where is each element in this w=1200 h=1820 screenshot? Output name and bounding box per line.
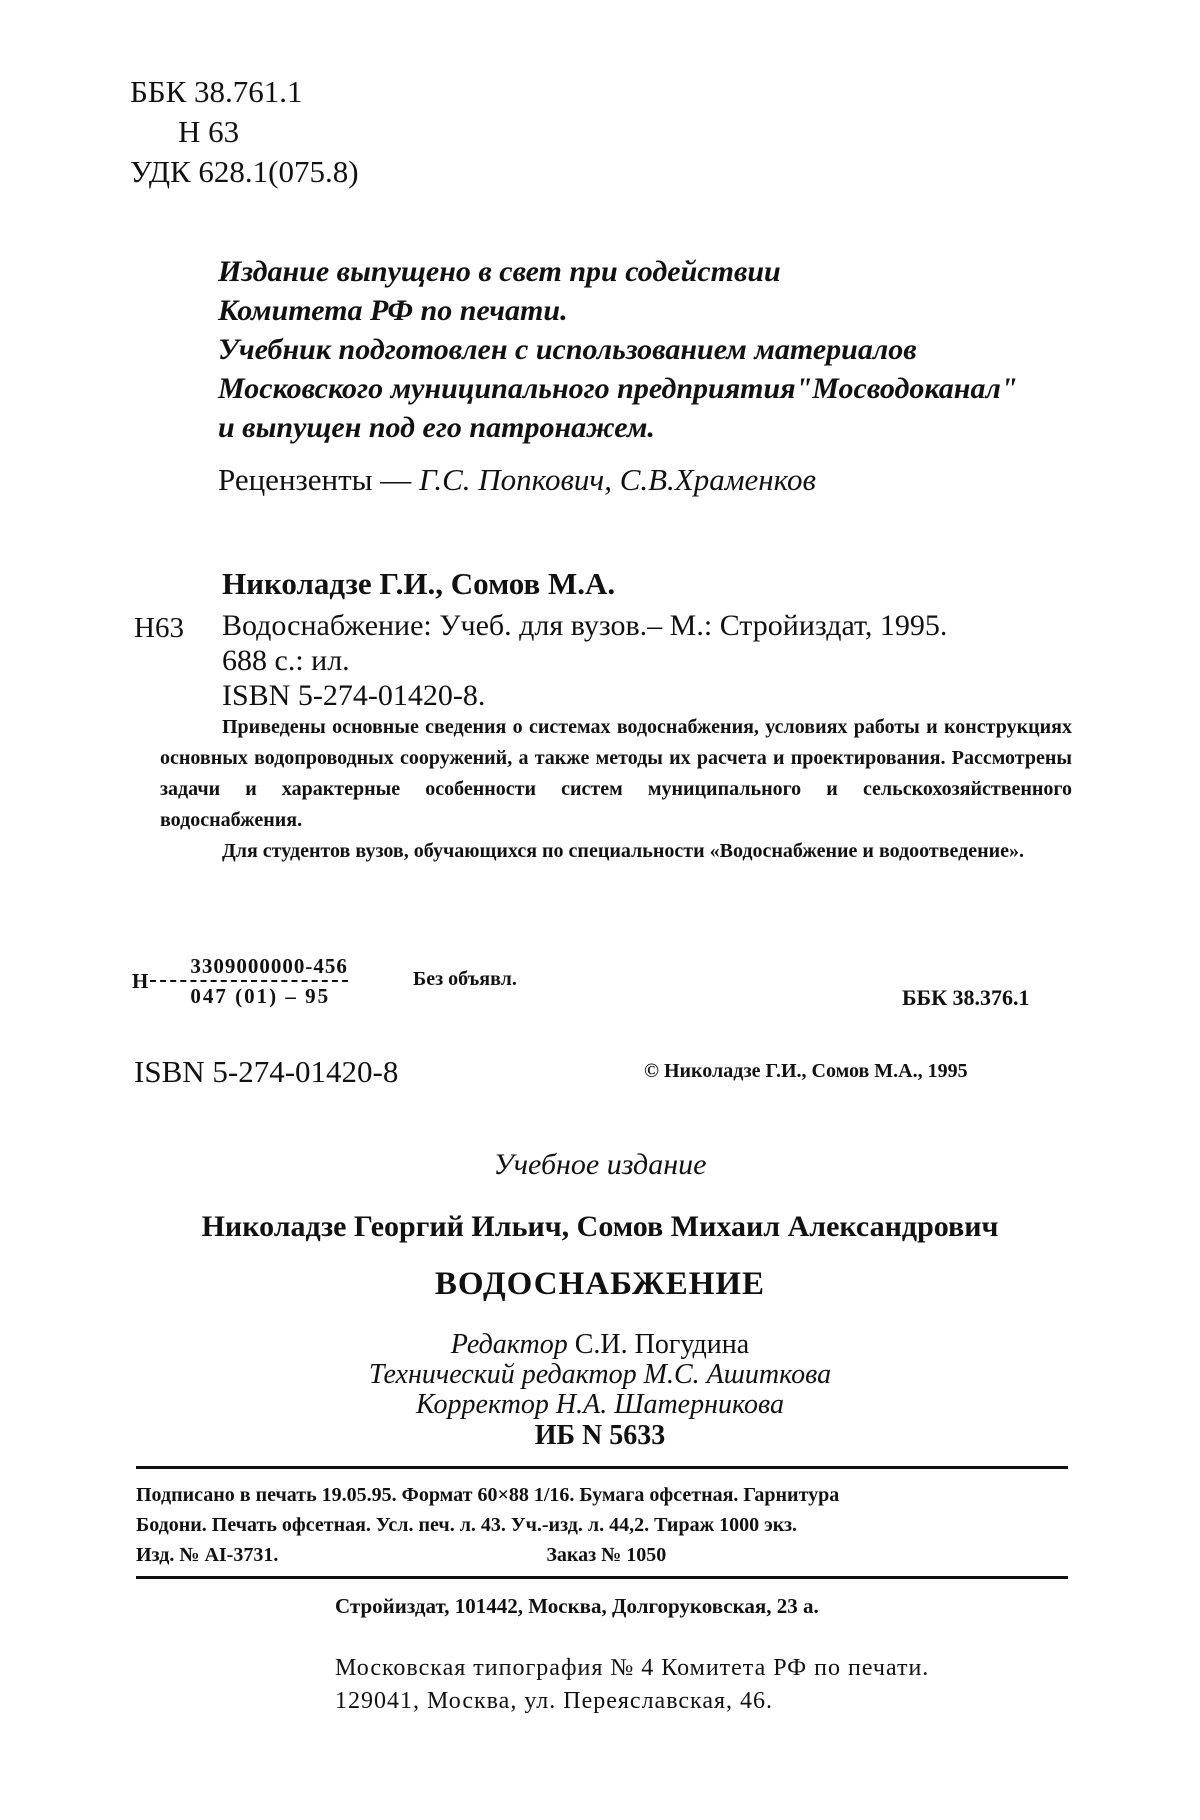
reviewers-names: Г.С. Попкович, С.В.Храменков	[419, 462, 816, 497]
publisher-number: Изд. № АI-3731.	[136, 1544, 279, 1566]
catalog-authors: Николадзе Г.И., Сомов М.А.	[222, 566, 616, 601]
publication-notice	[218, 252, 1018, 447]
edition-type: Учебное издание	[493, 1148, 707, 1181]
author-mark: Н 63	[178, 114, 240, 149]
reviewers-line	[218, 462, 816, 498]
proofreader-line: Корректор Н.А. Шатерникова	[416, 1389, 784, 1420]
udk-code: УДК 628.1(075.8)	[130, 154, 359, 189]
book-title: ВОДОСНАБЖЕНИЕ	[434, 1266, 766, 1302]
classification-codes	[130, 72, 359, 192]
imprint-prefix: Н	[132, 969, 149, 993]
catalog-pages: 688 с.: ил.	[222, 644, 350, 677]
print-info	[136, 1480, 1068, 1570]
notice-line: Московского муниципального предприятия"Мосводоканал"	[218, 372, 1018, 405]
editor-name: С.И. Погудина	[574, 1329, 750, 1360]
catalog-isbn: ISBN 5-274-01420-8.	[222, 679, 486, 712]
notice-line: и выпущен под его патронажем.	[218, 411, 655, 444]
catalog-mark: Н63	[134, 612, 184, 644]
staff-credits	[0, 1330, 1200, 1420]
divider	[136, 1576, 1068, 1579]
copyright-line: © Николадзе Г.И., Сомов М.А., 1995	[644, 1060, 968, 1082]
print-info-line: Подписано в печать 19.05.95. Формат 60×88 1/16. Бумага офсетная. Гарнитура	[136, 1484, 840, 1506]
editor-line	[0, 1330, 1200, 1360]
ib-number: ИБ N 5633	[534, 1420, 666, 1451]
printer-line: Московская типография № 4 Комитета РФ по печати.	[335, 1655, 930, 1681]
catalog-title-line: Водоснабжение: Учеб. для вузов.– М.: Стройиздат, 1995.	[222, 609, 948, 642]
bbk-secondary: ББК 38.376.1	[902, 985, 1030, 1010]
tech-editor-line: Технический редактор М.С. Ашиткова	[368, 1359, 832, 1390]
abstract-text: Приведены основные сведения о системах водоснабжения, условиях работы и конструкциях основных водопроводных сооружений, а также методы их расчета и проектирования. Рассмотрены задачи и характерные особенности систем муниципального и сельскохозяйственного водоснабжения.	[160, 716, 1072, 831]
print-info-line: Бодони. Печать офсетная. Усл. печ. л. 43. Уч.-изд. л. 44,2. Тираж 1000 экз.	[136, 1514, 798, 1536]
notice-line: Комитета РФ по печати.	[218, 294, 568, 327]
audience-text: Для студентов вузов, обучающихся по специальности «Водоснабжение и водоотведение».	[222, 840, 1025, 862]
authors-full-names: Николадзе Георгий Ильич, Сомов Михаил Александрович	[201, 1210, 999, 1243]
editor-role: Редактор	[450, 1329, 568, 1360]
publisher-address: Стройиздат, 101442, Москва, Долгоруковская, 23 а.	[335, 1594, 819, 1618]
isbn-line: ISBN 5-274-01420-8	[134, 1054, 399, 1089]
divider	[136, 1466, 1068, 1469]
notice-line: Учебник подготовлен с использованием материалов	[218, 333, 917, 366]
imprint-denominator: 047 (01) – 95	[190, 984, 331, 1008]
printer-info	[335, 1652, 929, 1718]
printer-line: 129041, Москва, ул. Переяславская, 46.	[335, 1688, 774, 1714]
abstract	[160, 712, 1072, 867]
order-number: Заказ № 1050	[546, 1544, 667, 1566]
print-info-line	[136, 1540, 1068, 1570]
imprint-numerator: 3309000000-456	[150, 952, 348, 982]
reviewers-label: Рецензенты —	[218, 462, 412, 497]
bbk-code: ББК 38.761.1	[130, 74, 303, 109]
notice-line: Издание выпущено в свет при содействии	[218, 255, 781, 288]
catalog-entry	[222, 608, 947, 713]
imprint-code	[132, 952, 348, 1010]
no-ads-note: Без объявл.	[413, 968, 517, 990]
